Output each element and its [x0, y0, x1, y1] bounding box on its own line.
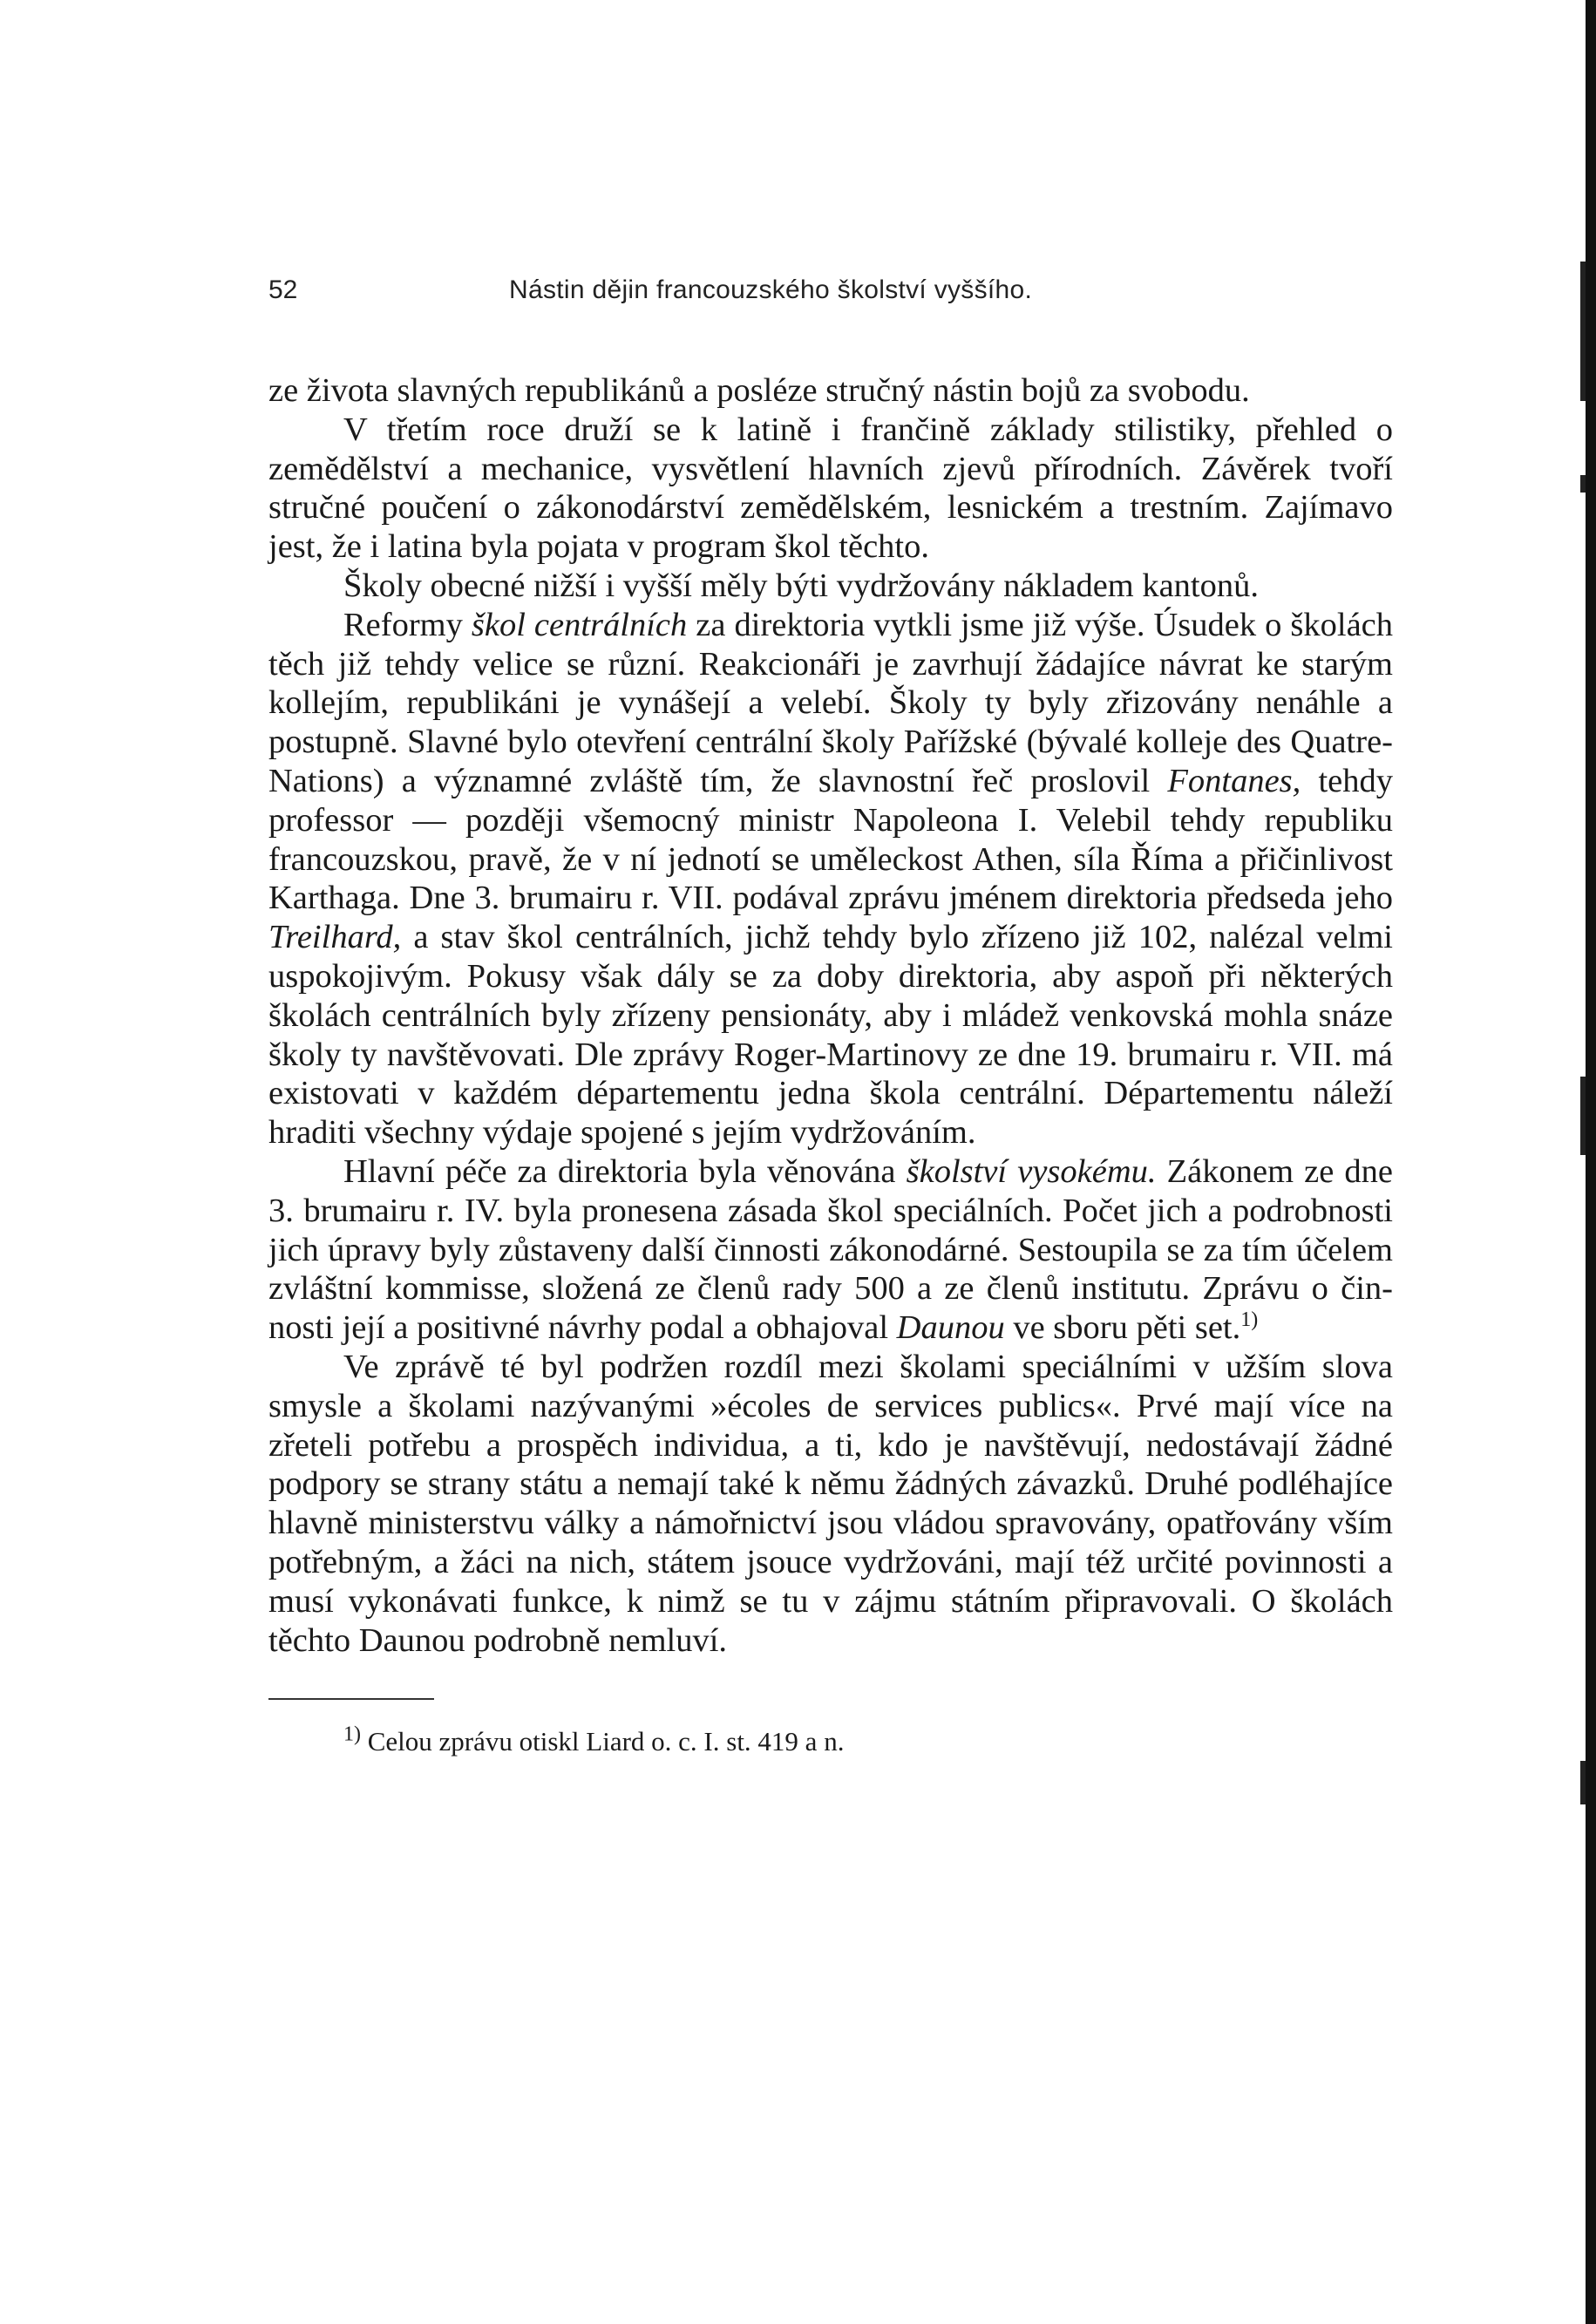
text-run: ze života slavných republikánů a posléze stručný nástin bojů za svobodu.: [268, 372, 1250, 409]
italic-run: Daunou: [896, 1309, 1005, 1347]
footnote-rule: [268, 1698, 434, 1700]
footnote-marker: 1): [343, 1723, 361, 1746]
footnote-text: Celou zprávu otiskl Liard o. c. I. st. 419 a n.: [361, 1726, 845, 1757]
text-run: ve sboru pěti set.: [1004, 1309, 1241, 1347]
text-run: a stav škol centrálních, jichž tehdy bylo zřízeno již 102, nalézal velmi uspokojivým. Pokusy však dály se za doby direktoria, aby aspoň při některých školách centrálních byly zřízeny pensionáty, aby i mládež venkovská mohla snáze školy ty navštěvovati. Dle zprávy Roger-Martinovy ze dne 19. brumairu r. VII. má existovati v každém départementu jedna škola centrální. Départementu náleží hraditi všechny výdaje spojené s jejím vydržováním.: [268, 919, 1393, 1152]
footnote: [343, 1723, 1393, 1757]
text-run: Reformy: [343, 606, 472, 643]
italic-run: škol centrálních: [471, 606, 688, 643]
book-page: [268, 275, 1393, 1757]
paragraph: [268, 606, 1393, 1152]
text-run: Zákonem ze dne 3. brumairu r. IV. byla pronesena zásada škol speciálních. Počet jich a podrobnosti jich úpravy byly zůstaveny další činnosti zákonodárné. Sestoupila se za tím účelem zvláštní kommisse, složená ze členů rady 500 a ze členů institutu. Zprávu o činnosti její a positivné návrhy podal a obhajoval: [268, 1152, 1394, 1347]
text-run: Hlavní péče za direktoria byla věnována: [343, 1152, 907, 1190]
running-title: Nástin dějin francouzského školství vyššího.: [509, 275, 1033, 304]
paragraph: [268, 567, 1393, 606]
paragraph: [268, 411, 1393, 567]
page-number: 52: [268, 275, 298, 304]
text-run: Školy obecné nižší i vyšší měly býti vydržovány nákladem kantonů.: [343, 567, 1260, 604]
text-run: Ve zprávě té byl podržen rozdíl mezi školami speciálními v užším slova smysle a školami nazývanými »écoles de services publics«. Prvé mají více na zřeteli potřebu a prospěch individua, a ti, kdo je navštěvují, nedostávají žádné podpory se strany státu a nemají také k němu žádných závazků. Druhé podléhajíce hlavně ministerstvu války a námořnictví jsou vládou spravovány, opatřovány vším potřebným, a žáci na nich, státem jsouce vydržováni, mají též určité povinnosti a musí vykonávati funkce, k nimž se tu v zájmu státním připravovali. O školách těchto Daunou podrobně nemluví.: [268, 1348, 1393, 1659]
paragraph: [268, 1152, 1393, 1348]
body-text: [268, 371, 1393, 1660]
text-run: za direktoria vytkli jsme již výše. Úsudek o školách těch již tehdy velice se různí. Reakcionáři je zavrhují žádajíce návrat ke starým kollejím, republikáni je vynášejí a velebí. Školy ty byly zřizovány nenáhle a postupně. Slavné bylo otevření centrální školy Pařížské (bývalé kolleje des Quatre-Nations) a významné zvláště tím, že slavnostní řeč proslovil: [268, 606, 1394, 799]
running-head: [268, 275, 1393, 316]
italic-run: Fontanes,: [1167, 762, 1301, 799]
italic-run: Treilhard,: [268, 919, 402, 956]
text-run: V třetím roce druží se k latině i frančině základy stilistiky, přehled o zemědělství a mechanice, vysvětlení hlavních zjevů přírodních. Závěrek tvoří stručné poučení o zákonodárství zemědělském, lesnickém a trestním. Zajímavo jest, že i latina byla pojata v program škol těchto.: [268, 411, 1393, 566]
paragraph: [268, 1348, 1393, 1660]
paragraph: [268, 371, 1393, 411]
text-run: tehdy professor — později všemocný ministr Napoleona I. Velebil tehdy republiku francouzskou, pravě, že v ní jednotí se uměleckost Athen, síla Říma a přičinlivost Karthaga. Dne 3. brumairu r. VII. podával zprávu jménem direktoria předseda jeho: [268, 762, 1393, 917]
page-edge-border: [1586, 0, 1596, 2324]
footnote-reference: 1): [1240, 1308, 1259, 1332]
italic-run: školství vysokému.: [906, 1152, 1157, 1190]
